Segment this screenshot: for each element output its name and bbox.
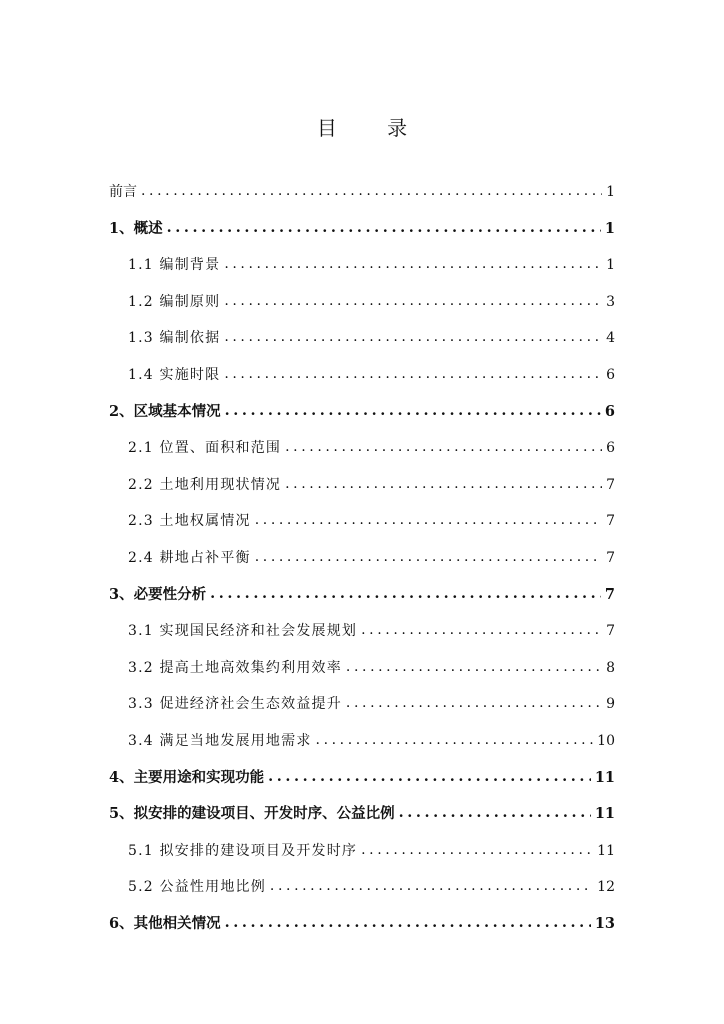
toc-entry[interactable] xyxy=(109,906,615,934)
toc-entry[interactable] xyxy=(109,577,615,605)
toc-entry[interactable] xyxy=(128,650,615,678)
toc-entry[interactable] xyxy=(128,503,615,531)
toc-entry-page-number: 11 xyxy=(594,768,615,786)
toc-entry-page-number: 7 xyxy=(606,513,615,530)
toc-entry-label: 1、概述 xyxy=(109,219,163,237)
toc-entry-label: 5.2 公益性用地比例 xyxy=(128,879,266,896)
toc-dot-leader xyxy=(141,181,602,202)
toc-entry-label: 前言 xyxy=(109,184,137,200)
toc-entry-label: 1.1 编制背景 xyxy=(128,257,221,274)
toc-entry-label: 3.2 提高土地高效集约利用效率 xyxy=(128,659,342,676)
toc-entry[interactable] xyxy=(128,467,615,495)
toc-entry-label: 5、拟安排的建设项目、开发时序、公益比例 xyxy=(109,805,395,823)
toc-entry-label: 3、必要性分析 xyxy=(109,585,207,603)
toc-entry-label: 2.3 土地权属情况 xyxy=(128,513,251,530)
toc-entry-page-number: 1 xyxy=(604,219,615,237)
toc-entry-page-number: 13 xyxy=(594,915,615,932)
toc-entry[interactable] xyxy=(128,833,615,861)
toc-entry-label: 1.2 编制原则 xyxy=(128,293,221,310)
toc-entry-page-number: 3 xyxy=(606,293,615,310)
toc-dot-leader xyxy=(210,584,601,605)
toc-dot-leader xyxy=(255,547,602,568)
toc-entry-page-number: 6 xyxy=(604,402,615,420)
toc-entry[interactable] xyxy=(128,357,615,385)
toc-entry[interactable] xyxy=(128,430,615,458)
toc-entry-page-number: 10 xyxy=(597,733,615,749)
toc-entry[interactable] xyxy=(109,394,615,422)
toc-entry-page-number: 11 xyxy=(597,842,615,859)
toc-dot-leader xyxy=(346,693,602,714)
toc-entry[interactable] xyxy=(109,174,615,202)
toc-dot-leader xyxy=(225,401,601,422)
toc-entry-page-number: 7 xyxy=(606,476,615,493)
toc-dot-leader xyxy=(268,767,591,788)
toc-entry-page-number: 11 xyxy=(594,805,615,823)
toc-dot-leader xyxy=(225,913,591,934)
toc-entry-label: 1.4 实施时限 xyxy=(128,367,221,383)
toc-entry-label: 5.1 拟安排的建设项目及开发时序 xyxy=(128,842,358,859)
toc-entry-page-number: 9 xyxy=(606,696,615,713)
toc-entry-label: 2.4 耕地占补平衡 xyxy=(128,550,251,566)
toc-dot-leader xyxy=(255,510,602,531)
toc-dot-leader xyxy=(285,437,602,458)
toc-dot-leader xyxy=(361,620,602,641)
toc-title: 目 录 xyxy=(316,116,430,140)
toc-entry[interactable] xyxy=(109,796,615,824)
toc-entry-label: 2.2 土地利用现状情况 xyxy=(128,476,282,493)
toc-entry-label: 2.1 位置、面积和范围 xyxy=(128,440,282,457)
toc-entry-label: 6、其他相关情况 xyxy=(109,915,221,932)
toc-entry-page-number: 4 xyxy=(606,330,615,347)
toc-dot-leader xyxy=(361,840,593,861)
toc-dot-leader xyxy=(270,876,593,897)
toc-dot-leader xyxy=(224,291,602,312)
toc-entry-page-number: 1 xyxy=(606,257,615,274)
toc-entry-page-number: 7 xyxy=(606,550,615,566)
toc-entry-label: 3.1 实现国民经济和社会发展规划 xyxy=(128,623,358,640)
toc-entry-page-number: 6 xyxy=(606,440,615,457)
toc-entry[interactable] xyxy=(128,613,615,641)
toc-entry-page-number: 12 xyxy=(597,879,615,896)
toc-entry-page-number: 1 xyxy=(606,184,615,200)
toc-entry-label: 1.3 编制依据 xyxy=(128,330,221,347)
toc-entry[interactable] xyxy=(109,211,615,239)
toc-entry-page-number: 6 xyxy=(606,367,615,383)
toc-entry[interactable] xyxy=(109,760,615,788)
toc-entry[interactable] xyxy=(128,320,615,348)
toc-dot-leader xyxy=(316,730,594,751)
toc-entry-page-number: 7 xyxy=(604,585,615,603)
toc-dot-leader xyxy=(224,254,602,275)
toc-entry[interactable] xyxy=(128,284,615,312)
toc-dot-leader xyxy=(167,218,601,239)
toc-dot-leader xyxy=(224,327,602,348)
toc-entry-page-number: 7 xyxy=(606,623,615,640)
toc-entry[interactable] xyxy=(128,686,615,714)
toc-dot-leader xyxy=(285,474,602,495)
toc-entry[interactable] xyxy=(128,869,615,897)
toc-entry[interactable] xyxy=(128,723,615,751)
toc-entry[interactable] xyxy=(128,540,615,568)
toc-entry[interactable] xyxy=(128,247,615,275)
toc-dot-leader xyxy=(399,803,591,824)
toc-entry-label: 2、区域基本情况 xyxy=(109,402,221,420)
toc-entry-label: 3.4 满足当地发展用地需求 xyxy=(128,733,312,749)
toc-entry-page-number: 8 xyxy=(606,659,615,676)
toc-dot-leader xyxy=(224,364,602,385)
toc-entry-label: 4、主要用途和实现功能 xyxy=(109,768,265,786)
toc-dot-leader xyxy=(346,657,602,678)
toc-entry-label: 3.3 促进经济社会生态效益提升 xyxy=(128,696,342,713)
